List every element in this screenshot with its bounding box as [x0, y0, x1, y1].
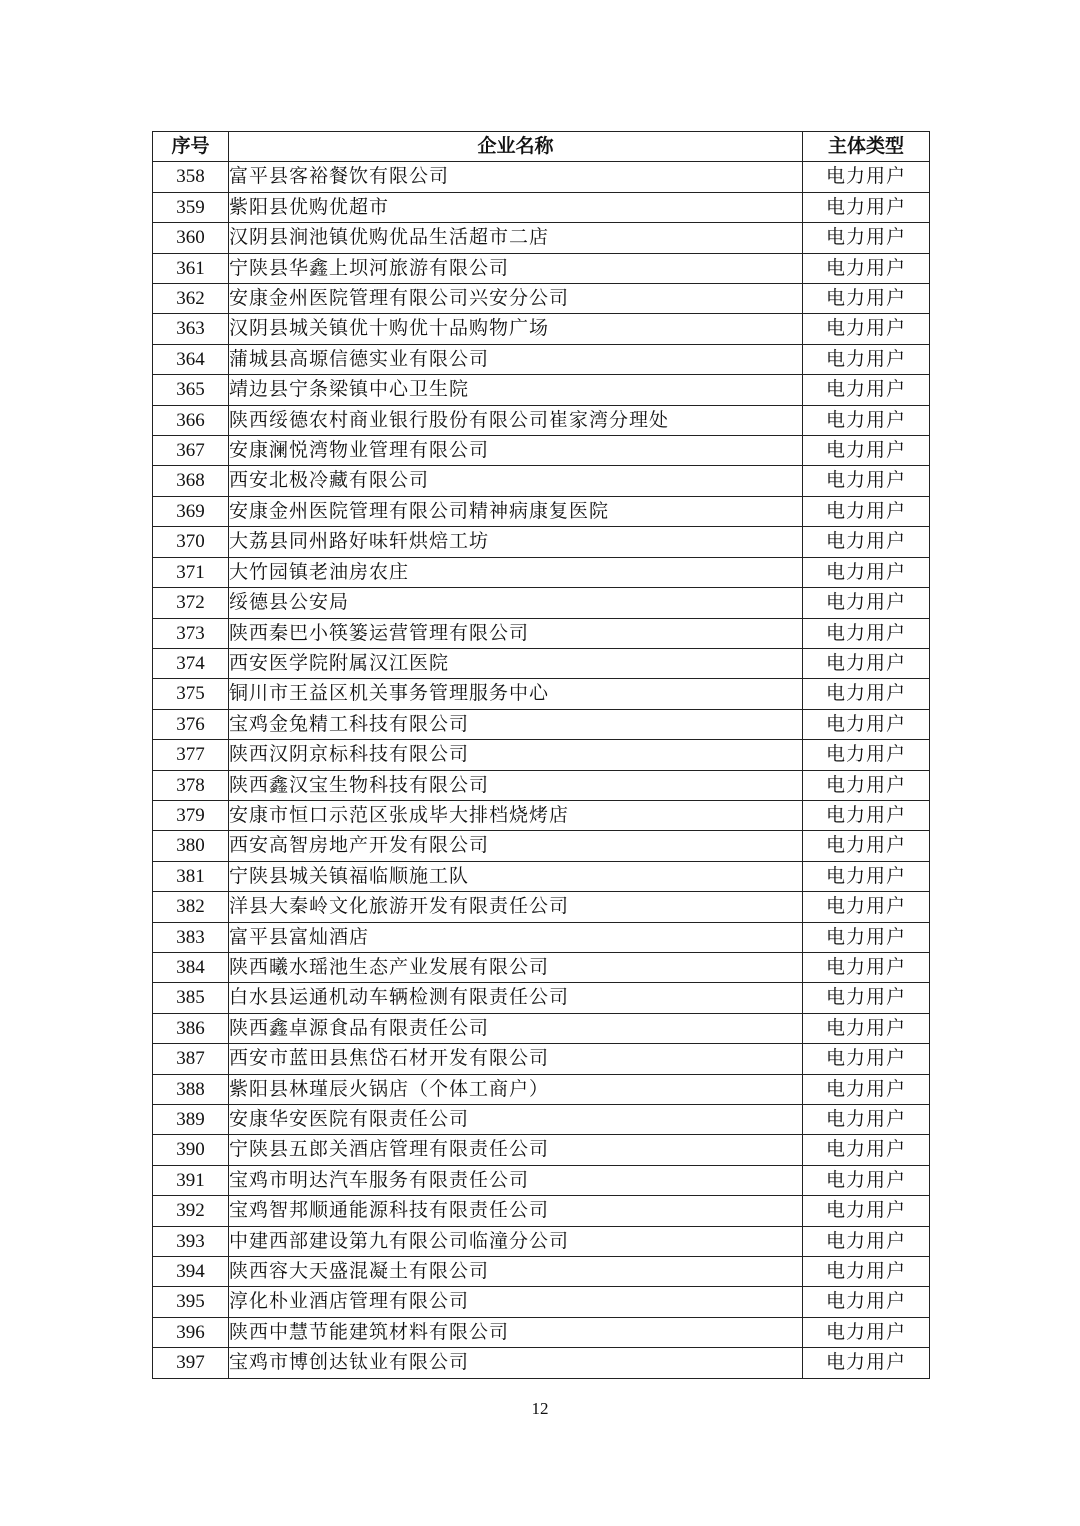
- entity-type-cell: 电力用户: [803, 405, 930, 435]
- serial-number-cell: 394: [153, 1257, 229, 1287]
- enterprise-name-cell: 大竹园镇老油房农庄: [229, 557, 803, 587]
- table-row: [153, 314, 930, 344]
- enterprise-name-cell: 汉阴县涧池镇优购优品生活超市二店: [229, 223, 803, 253]
- serial-number-cell: 375: [153, 679, 229, 709]
- enterprise-name-cell: 安康金州医院管理有限公司兴安分公司: [229, 284, 803, 314]
- enterprise-name-cell: 安康澜悦湾物业管理有限公司: [229, 436, 803, 466]
- entity-type-cell: 电力用户: [803, 1317, 930, 1347]
- table-row: [153, 1226, 930, 1256]
- serial-number-cell: 365: [153, 375, 229, 405]
- serial-number-cell: 376: [153, 709, 229, 739]
- table-row: [153, 344, 930, 374]
- entity-type-cell: 电力用户: [803, 1044, 930, 1074]
- table-row: [153, 892, 930, 922]
- enterprise-name-cell: 汉阴县城关镇优十购优十品购物广场: [229, 314, 803, 344]
- entity-type-cell: 电力用户: [803, 1013, 930, 1043]
- enterprise-name-cell: 安康市恒口示范区张成毕大排档烧烤店: [229, 800, 803, 830]
- table-row: [153, 1013, 930, 1043]
- enterprise-name-cell: 淳化朴业酒店管理有限公司: [229, 1287, 803, 1317]
- table-row: [153, 922, 930, 952]
- serial-number-cell: 364: [153, 344, 229, 374]
- enterprise-name-cell: 宝鸡金兔精工科技有限公司: [229, 709, 803, 739]
- header-serial-number: 序号: [153, 132, 229, 162]
- table-row: [153, 1196, 930, 1226]
- serial-number-cell: 385: [153, 983, 229, 1013]
- enterprise-table: [152, 131, 930, 1379]
- entity-type-cell: 电力用户: [803, 496, 930, 526]
- enterprise-name-cell: 富平县富灿酒店: [229, 922, 803, 952]
- enterprise-name-cell: 大荔县同州路好味轩烘焙工坊: [229, 527, 803, 557]
- table-row: [153, 618, 930, 648]
- serial-number-cell: 392: [153, 1196, 229, 1226]
- enterprise-name-cell: 西安市蓝田县焦岱石材开发有限公司: [229, 1044, 803, 1074]
- enterprise-name-cell: 西安高智房地产开发有限公司: [229, 831, 803, 861]
- table-row: [153, 1317, 930, 1347]
- entity-type-cell: 电力用户: [803, 192, 930, 222]
- enterprise-name-cell: 西安北极冷藏有限公司: [229, 466, 803, 496]
- serial-number-cell: 391: [153, 1165, 229, 1195]
- header-entity-type: 主体类型: [803, 132, 930, 162]
- table-row: [153, 861, 930, 891]
- serial-number-cell: 363: [153, 314, 229, 344]
- entity-type-cell: 电力用户: [803, 466, 930, 496]
- table-row: [153, 952, 930, 982]
- entity-type-cell: 电力用户: [803, 1196, 930, 1226]
- enterprise-name-cell: 陕西鑫汉宝生物科技有限公司: [229, 770, 803, 800]
- entity-type-cell: 电力用户: [803, 375, 930, 405]
- serial-number-cell: 378: [153, 770, 229, 800]
- entity-type-cell: 电力用户: [803, 831, 930, 861]
- enterprise-name-cell: 白水县运通机动车辆检测有限责任公司: [229, 983, 803, 1013]
- serial-number-cell: 366: [153, 405, 229, 435]
- table-row: [153, 1257, 930, 1287]
- enterprise-name-cell: 宝鸡智邦顺通能源科技有限责任公司: [229, 1196, 803, 1226]
- enterprise-name-cell: 宝鸡市明达汽车服务有限责任公司: [229, 1165, 803, 1195]
- table-row: [153, 436, 930, 466]
- entity-type-cell: 电力用户: [803, 344, 930, 374]
- serial-number-cell: 396: [153, 1317, 229, 1347]
- enterprise-name-cell: 靖边县宁条梁镇中心卫生院: [229, 375, 803, 405]
- table-row: [153, 405, 930, 435]
- table-row: [153, 983, 930, 1013]
- table-row: [153, 223, 930, 253]
- table-row: [153, 648, 930, 678]
- entity-type-cell: 电力用户: [803, 557, 930, 587]
- enterprise-name-cell: 西安医学院附属汉江医院: [229, 648, 803, 678]
- enterprise-name-cell: 陕西曦水瑶池生态产业发展有限公司: [229, 952, 803, 982]
- table-row: [153, 192, 930, 222]
- serial-number-cell: 359: [153, 192, 229, 222]
- enterprise-name-cell: 蒲城县高塬信德实业有限公司: [229, 344, 803, 374]
- serial-number-cell: 380: [153, 831, 229, 861]
- page-number: 12: [531, 1399, 549, 1418]
- entity-type-cell: 电力用户: [803, 284, 930, 314]
- table-row: [153, 588, 930, 618]
- serial-number-cell: 372: [153, 588, 229, 618]
- enterprise-name-cell: 宝鸡市博创达钛业有限公司: [229, 1348, 803, 1378]
- header-enterprise-name: 企业名称: [229, 132, 803, 162]
- serial-number-cell: 379: [153, 800, 229, 830]
- serial-number-cell: 395: [153, 1287, 229, 1317]
- entity-type-cell: 电力用户: [803, 740, 930, 770]
- serial-number-cell: 389: [153, 1105, 229, 1135]
- enterprise-name-cell: 陕西中慧节能建筑材料有限公司: [229, 1317, 803, 1347]
- entity-type-cell: 电力用户: [803, 679, 930, 709]
- entity-type-cell: 电力用户: [803, 983, 930, 1013]
- entity-type-cell: 电力用户: [803, 1287, 930, 1317]
- entity-type-cell: 电力用户: [803, 770, 930, 800]
- entity-type-cell: 电力用户: [803, 1257, 930, 1287]
- table-row: [153, 800, 930, 830]
- entity-type-cell: 电力用户: [803, 436, 930, 466]
- entity-type-cell: 电力用户: [803, 1135, 930, 1165]
- enterprise-name-cell: 陕西绥德农村商业银行股份有限公司崔家湾分理处: [229, 405, 803, 435]
- entity-type-cell: 电力用户: [803, 861, 930, 891]
- serial-number-cell: 397: [153, 1348, 229, 1378]
- serial-number-cell: 393: [153, 1226, 229, 1256]
- table-row: [153, 284, 930, 314]
- enterprise-name-cell: 富平县客裕餐饮有限公司: [229, 162, 803, 192]
- serial-number-cell: 377: [153, 740, 229, 770]
- enterprise-name-cell: 陕西容大天盛混凝土有限公司: [229, 1257, 803, 1287]
- enterprise-name-cell: 安康华安医院有限责任公司: [229, 1105, 803, 1135]
- table-row: [153, 1287, 930, 1317]
- serial-number-cell: 390: [153, 1135, 229, 1165]
- entity-type-cell: 电力用户: [803, 952, 930, 982]
- table-row: [153, 1044, 930, 1074]
- serial-number-cell: 360: [153, 223, 229, 253]
- entity-type-cell: 电力用户: [803, 314, 930, 344]
- enterprise-name-cell: 绥德县公安局: [229, 588, 803, 618]
- serial-number-cell: 374: [153, 648, 229, 678]
- table-row: [153, 831, 930, 861]
- entity-type-cell: 电力用户: [803, 1074, 930, 1104]
- serial-number-cell: 387: [153, 1044, 229, 1074]
- enterprise-name-cell: 中建西部建设第九有限公司临潼分公司: [229, 1226, 803, 1256]
- table-header-row: [153, 132, 930, 162]
- table-row: [153, 1074, 930, 1104]
- enterprise-name-cell: 陕西鑫卓源食品有限责任公司: [229, 1013, 803, 1043]
- enterprise-name-cell: 陕西汉阴京标科技有限公司: [229, 740, 803, 770]
- entity-type-cell: 电力用户: [803, 1348, 930, 1378]
- table-row: [153, 1348, 930, 1378]
- entity-type-cell: 电力用户: [803, 648, 930, 678]
- enterprise-name-cell: 宁陕县五郎关酒店管理有限责任公司: [229, 1135, 803, 1165]
- enterprise-name-cell: 宁陕县华鑫上坝河旅游有限公司: [229, 253, 803, 283]
- table-body: [153, 162, 930, 1378]
- entity-type-cell: 电力用户: [803, 709, 930, 739]
- enterprise-name-cell: 洋县大秦岭文化旅游开发有限责任公司: [229, 892, 803, 922]
- enterprise-name-cell: 紫阳县林瑾辰火锅店（个体工商户）: [229, 1074, 803, 1104]
- serial-number-cell: 362: [153, 284, 229, 314]
- serial-number-cell: 358: [153, 162, 229, 192]
- table-row: [153, 375, 930, 405]
- serial-number-cell: 370: [153, 527, 229, 557]
- serial-number-cell: 381: [153, 861, 229, 891]
- table-row: [153, 679, 930, 709]
- entity-type-cell: 电力用户: [803, 922, 930, 952]
- enterprise-name-cell: 铜川市王益区机关事务管理服务中心: [229, 679, 803, 709]
- table-row: [153, 162, 930, 192]
- serial-number-cell: 369: [153, 496, 229, 526]
- table-row: [153, 1165, 930, 1195]
- serial-number-cell: 383: [153, 922, 229, 952]
- table-row: [153, 770, 930, 800]
- table-row: [153, 1105, 930, 1135]
- entity-type-cell: 电力用户: [803, 588, 930, 618]
- enterprise-name-cell: 紫阳县优购优超市: [229, 192, 803, 222]
- serial-number-cell: 373: [153, 618, 229, 648]
- table-row: [153, 1135, 930, 1165]
- serial-number-cell: 382: [153, 892, 229, 922]
- serial-number-cell: 361: [153, 253, 229, 283]
- entity-type-cell: 电力用户: [803, 527, 930, 557]
- serial-number-cell: 386: [153, 1013, 229, 1043]
- entity-type-cell: 电力用户: [803, 223, 930, 253]
- table-row: [153, 709, 930, 739]
- enterprise-name-cell: 安康金州医院管理有限公司精神病康复医院: [229, 496, 803, 526]
- table-row: [153, 496, 930, 526]
- entity-type-cell: 电力用户: [803, 1226, 930, 1256]
- serial-number-cell: 388: [153, 1074, 229, 1104]
- table-row: [153, 740, 930, 770]
- entity-type-cell: 电力用户: [803, 162, 930, 192]
- table-row: [153, 557, 930, 587]
- serial-number-cell: 368: [153, 466, 229, 496]
- serial-number-cell: 384: [153, 952, 229, 982]
- enterprise-name-cell: 陕西秦巴小筷篓运营管理有限公司: [229, 618, 803, 648]
- entity-type-cell: 电力用户: [803, 1165, 930, 1195]
- entity-type-cell: 电力用户: [803, 892, 930, 922]
- table-row: [153, 253, 930, 283]
- serial-number-cell: 371: [153, 557, 229, 587]
- table-row: [153, 527, 930, 557]
- entity-type-cell: 电力用户: [803, 618, 930, 648]
- entity-type-cell: 电力用户: [803, 800, 930, 830]
- table-row: [153, 466, 930, 496]
- serial-number-cell: 367: [153, 436, 229, 466]
- entity-type-cell: 电力用户: [803, 1105, 930, 1135]
- entity-type-cell: 电力用户: [803, 253, 930, 283]
- enterprise-name-cell: 宁陕县城关镇福临顺施工队: [229, 861, 803, 891]
